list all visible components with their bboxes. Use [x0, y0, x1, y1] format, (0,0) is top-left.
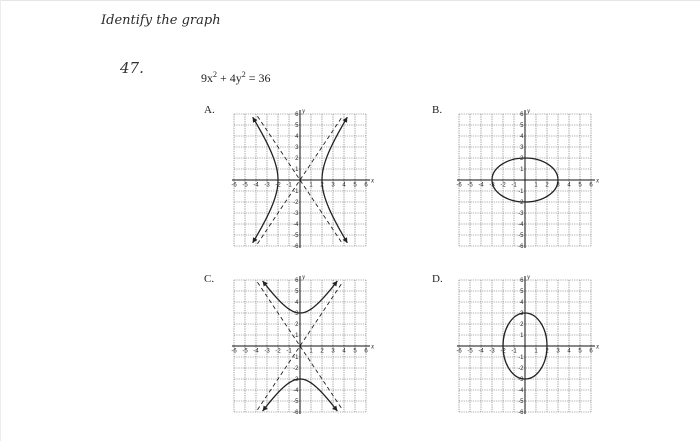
x-tick-label: 5	[353, 182, 357, 189]
x-tick-label: -3	[264, 348, 270, 355]
x-tick-label: -2	[275, 182, 281, 189]
x-tick-label: 6	[589, 182, 593, 189]
x-tick-label: -2	[500, 348, 506, 355]
y-tick-label: -6	[293, 244, 299, 251]
y-tick-label: 6	[295, 112, 299, 119]
x-tick-label: 3	[331, 348, 335, 355]
y-tick-label: 2	[520, 156, 524, 163]
y-axis-label: y	[527, 107, 531, 115]
left-border	[0, 0, 1, 441]
x-tick-label: -4	[253, 182, 259, 189]
y-tick-label: 1	[295, 167, 299, 174]
equation-rhs: = 36	[245, 71, 271, 85]
x-tick-label: 2	[545, 182, 549, 189]
y-tick-label: -3	[293, 211, 299, 218]
x-tick-label: -1	[511, 182, 517, 189]
y-tick-label: 2	[295, 156, 299, 163]
x-tick-label: -6	[456, 182, 462, 189]
x-axis-label: x	[371, 176, 375, 185]
graph-c-svg	[228, 272, 380, 422]
x-tick-label: -5	[467, 348, 473, 355]
x-tick-label: 3	[556, 182, 560, 189]
y-tick-label: -6	[518, 244, 524, 251]
x-tick-label: 1	[534, 182, 538, 189]
y-tick-label: -1	[518, 355, 524, 362]
graph-d[interactable]	[453, 272, 605, 422]
top-border	[0, 0, 700, 1]
y-tick-label: 5	[295, 289, 299, 296]
y-tick-label: 4	[295, 134, 299, 141]
x-tick-label: 2	[320, 182, 324, 189]
x-tick-label: -1	[286, 182, 292, 189]
y-axis-label: y	[302, 107, 306, 115]
y-tick-label: -1	[518, 189, 524, 196]
y-tick-label: -5	[293, 233, 299, 240]
equation-term-x: 9x	[201, 71, 213, 85]
x-tick-label: -6	[231, 182, 237, 189]
y-tick-label: -3	[518, 211, 524, 218]
equation-exponent-x: 2	[213, 70, 217, 79]
y-tick-label: 1	[520, 333, 524, 340]
y-tick-label: 6	[520, 278, 524, 285]
y-tick-label: -4	[518, 388, 524, 395]
y-tick-label: 6	[295, 278, 299, 285]
x-tick-label: 1	[534, 348, 538, 355]
y-tick-label: -3	[293, 377, 299, 384]
graph-d-svg	[453, 272, 605, 422]
graph-a-svg	[228, 106, 380, 256]
y-tick-label: -2	[293, 200, 299, 207]
x-tick-label: -1	[511, 348, 517, 355]
x-tick-label: 4	[567, 348, 571, 355]
x-tick-label: -3	[489, 182, 495, 189]
graph-b-svg	[453, 106, 605, 256]
x-tick-label: -3	[264, 182, 270, 189]
x-tick-label: -5	[467, 182, 473, 189]
y-tick-label: -6	[293, 410, 299, 417]
y-axis-label: y	[527, 273, 531, 281]
equation-term-y: + 4y	[217, 71, 242, 85]
question-number: 47.	[120, 59, 144, 77]
x-tick-label: 4	[342, 348, 346, 355]
y-tick-label: -6	[518, 410, 524, 417]
x-tick-label: -4	[253, 348, 259, 355]
choice-b-label[interactable]: B.	[432, 104, 443, 116]
y-tick-label: -4	[293, 388, 299, 395]
y-tick-label: 1	[520, 167, 524, 174]
x-tick-label: 5	[578, 182, 582, 189]
x-tick-label: -6	[456, 348, 462, 355]
x-tick-label: 1	[309, 348, 313, 355]
graph-a[interactable]	[228, 106, 380, 256]
y-tick-label: -2	[518, 366, 524, 373]
x-tick-label: -5	[242, 348, 248, 355]
y-tick-label: -5	[518, 399, 524, 406]
choice-d-label[interactable]: D.	[432, 273, 443, 285]
x-tick-label: 3	[331, 182, 335, 189]
y-tick-label: -4	[293, 222, 299, 229]
graph-b[interactable]	[453, 106, 605, 256]
x-tick-label: 4	[342, 182, 346, 189]
y-tick-label: -5	[293, 399, 299, 406]
y-tick-label: 1	[295, 333, 299, 340]
x-tick-label: -2	[500, 182, 506, 189]
y-tick-label: -5	[518, 233, 524, 240]
y-tick-label: 5	[520, 289, 524, 296]
y-tick-label: -4	[518, 222, 524, 229]
x-tick-label: -1	[286, 348, 292, 355]
x-tick-label: 6	[364, 182, 368, 189]
y-tick-label: 2	[520, 322, 524, 329]
y-axis-label: y	[302, 273, 306, 281]
y-tick-label: 4	[520, 134, 524, 141]
x-tick-label: 1	[309, 182, 313, 189]
y-tick-label: 4	[295, 300, 299, 307]
x-tick-label: 2	[320, 348, 324, 355]
x-tick-label: 5	[578, 348, 582, 355]
y-tick-label: 3	[520, 145, 524, 152]
x-tick-label: -5	[242, 182, 248, 189]
y-tick-label: 4	[520, 300, 524, 307]
y-tick-label: -3	[518, 377, 524, 384]
x-tick-label: 6	[589, 348, 593, 355]
y-tick-label: -2	[518, 200, 524, 207]
y-tick-label: 3	[295, 145, 299, 152]
x-axis-label: x	[596, 176, 600, 185]
y-tick-label: -1	[293, 189, 299, 196]
x-tick-label: -2	[275, 348, 281, 355]
x-tick-label: -4	[478, 182, 484, 189]
y-tick-label: -2	[293, 366, 299, 373]
equation-exponent-y: 2	[241, 70, 246, 79]
y-tick-label: 5	[520, 123, 524, 130]
choice-a-label[interactable]: A.	[204, 104, 215, 116]
x-tick-label: 6	[364, 348, 368, 355]
graph-c[interactable]	[228, 272, 380, 422]
x-tick-label: -4	[478, 348, 484, 355]
equation	[201, 70, 271, 86]
y-tick-label: 5	[295, 123, 299, 130]
question-prompt: Identify the graph	[101, 13, 221, 28]
x-tick-label: 5	[353, 348, 357, 355]
x-axis-label: x	[371, 342, 375, 351]
y-tick-label: 2	[295, 322, 299, 329]
y-tick-label: 3	[295, 311, 299, 318]
x-tick-label: 3	[556, 348, 560, 355]
x-axis-label: x	[596, 342, 600, 351]
y-tick-label: 6	[520, 112, 524, 119]
x-tick-label: 2	[545, 348, 549, 355]
x-tick-label: 4	[567, 182, 571, 189]
x-tick-label: -3	[489, 348, 495, 355]
choice-c-label[interactable]: C.	[204, 273, 215, 285]
y-tick-label: -1	[293, 355, 299, 362]
x-tick-label: -6	[231, 348, 237, 355]
y-tick-label: 3	[520, 311, 524, 318]
